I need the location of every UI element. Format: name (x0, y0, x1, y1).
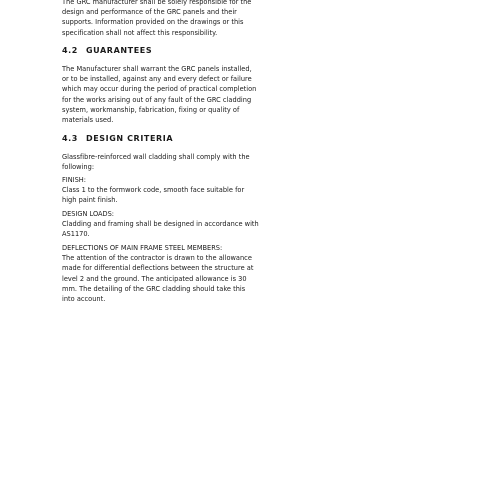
finish-text: Class 1 to the formwork code, smooth face suitable for high paint finish. (62, 186, 245, 205)
guarantees-paragraph: The Manufacturer shall warrant the GRC panels installed, or to be installed, against any and every defect or failure which may occur during the period of practical completion for the works arising out of any fault of the GRC cladding system, workmanship, fabrication, fixing or quality of materials used. (62, 65, 257, 125)
section-heading-design-criteria (62, 134, 173, 144)
deflections-item (62, 243, 260, 304)
intro-paragraph: The GRC manufacturer shall be solely responsible for the design and performance of the GRC panels and their supports. Information provided on the drawings or this specification shall not affect this responsibility. (62, 0, 252, 37)
design-loads-label: DESIGN LOADS: (62, 210, 115, 218)
design-loads-item (62, 209, 260, 240)
finish-label: FINISH: (62, 176, 86, 184)
finish-item (62, 175, 260, 206)
section-number: 4.2 (62, 46, 78, 55)
deflections-label: DEFLECTIONS OF MAIN FRAME STEEL MEMBERS: (62, 244, 223, 252)
design-criteria-intro: Glassfibre-reinforced wall cladding shall comply with the following: (62, 153, 250, 172)
section-title: DESIGN CRITERIA (86, 134, 174, 143)
section-title: GUARANTEES (86, 46, 153, 55)
section-number: 4.3 (62, 134, 78, 143)
section-heading-guarantees (62, 46, 152, 56)
deflections-text: The attention of the contractor is drawn to the allowance made for differential deflections between the structure at level 2 and the ground. The anticipated allowance is 30 mm. The detailing of the GRC cladding should take this into account. (62, 254, 254, 304)
design-loads-text: Cladding and framing shall be designed in accordance with AS1170. (62, 220, 259, 239)
